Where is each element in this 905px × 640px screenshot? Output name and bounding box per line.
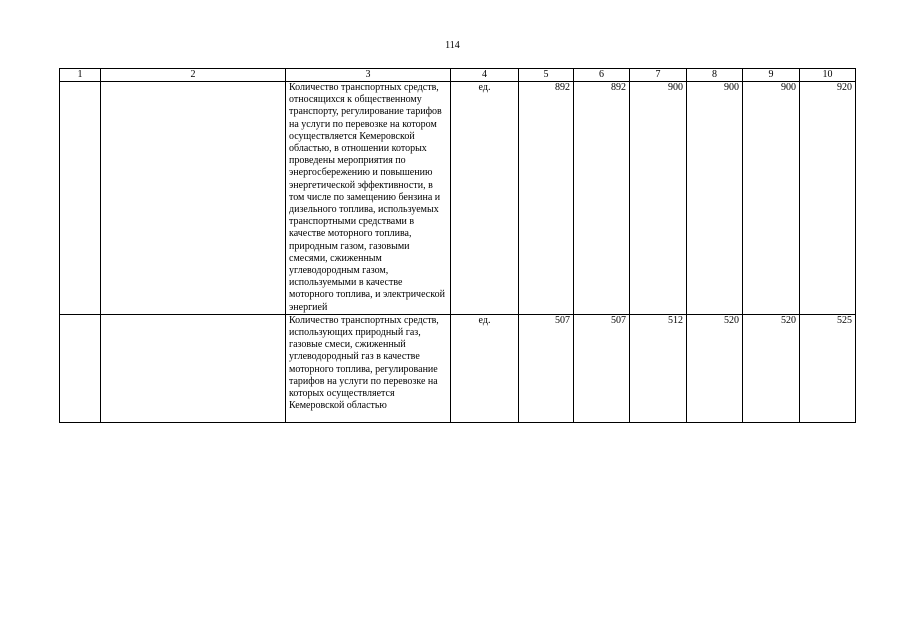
value-cell: 900 [743,82,800,315]
indicators-table [59,68,856,423]
value-cell: 892 [574,82,630,315]
unit-cell: ед. [451,82,519,315]
value-cell: 900 [687,82,743,315]
column-header: 2 [101,69,286,82]
value-cell: 525 [800,314,856,423]
column-header: 4 [451,69,519,82]
value-cell: 507 [519,314,574,423]
column-header: 8 [687,69,743,82]
row-number-cell [60,314,101,423]
column-header: 3 [286,69,451,82]
table-row [60,314,856,423]
column-header: 7 [630,69,687,82]
value-cell: 892 [519,82,574,315]
value-cell: 512 [630,314,687,423]
header-row [60,69,856,82]
value-cell: 520 [687,314,743,423]
page-number: 114 [445,40,460,51]
column-header: 1 [60,69,101,82]
column-header: 5 [519,69,574,82]
row-number-cell [60,82,101,315]
table-row [60,82,856,315]
indicator-description: Количество транспортных средств, относящихся к общественному транспорту, регулирование тарифов на услуги по перевозке на котором осуществляется Кемеровской областью, в отношении которых проведены мероприятия по энергосбережению и повышению энергетической эффективности, в том числе по замещению бензина и дизельного топлива, используемых транспортными средствами в качестве моторного топлива, природным газом, газовыми смесями, сжиженным углеводородным газом, используемыми в качестве моторного топлива, и электрической энергией [286,82,451,315]
name-cell [101,314,286,423]
column-header: 6 [574,69,630,82]
column-header: 10 [800,69,856,82]
name-cell [101,82,286,315]
value-cell: 900 [630,82,687,315]
unit-cell: ед. [451,314,519,423]
value-cell: 920 [800,82,856,315]
indicator-description: Количество транспортных средств, использующих природный газ, газовые смеси, сжиженный углеводородный газ в качестве моторного топлива, регулирование тарифов на услуги по перевозке на которых осуществляется Кемеровской областью [286,314,451,423]
value-cell: 507 [574,314,630,423]
column-header: 9 [743,69,800,82]
value-cell: 520 [743,314,800,423]
